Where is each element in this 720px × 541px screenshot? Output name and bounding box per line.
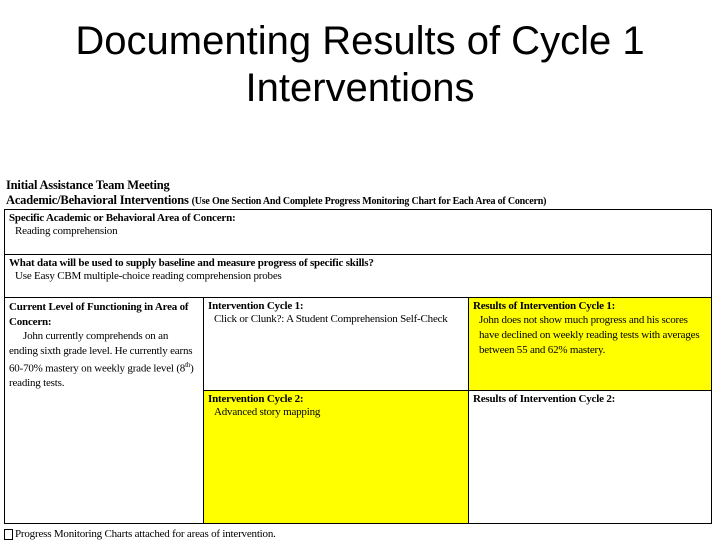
- current-level-label: Current Level of Functioning in Area of Concern:: [9, 301, 189, 328]
- results1-label: Results of Intervention Cycle 1:: [473, 300, 616, 312]
- slide-title-line2: Interventions: [245, 66, 475, 110]
- interventions-note: (Use One Section And Complete Progress Monitoring Chart for Each Area of Concern): [191, 196, 547, 207]
- data-source-row: [5, 255, 711, 298]
- current-level-value: [9, 329, 199, 391]
- cycles-column: [204, 298, 711, 523]
- interventions-heading: [4, 193, 712, 209]
- current-level-text-end: ) reading tests.: [9, 362, 194, 390]
- checkbox-icon[interactable]: [4, 529, 13, 540]
- results2-cell: [469, 391, 711, 523]
- cycle2-label: Intervention Cycle 2:: [208, 393, 304, 405]
- meeting-title: Initial Assistance Team Meeting: [6, 178, 170, 192]
- interventions-grid: [5, 298, 711, 523]
- form-table: [4, 209, 712, 524]
- cycle2-row: [204, 391, 711, 523]
- data-source-value: Use Easy CBM multiple-choice reading comprehension probes: [15, 270, 282, 282]
- current-level-cell: [5, 298, 204, 523]
- results1-cell: [469, 298, 711, 390]
- results1-value: John does not show much progress and his scores have declined on weekly reading tests with averages between 55 and 62% mastery.: [479, 314, 700, 356]
- current-level-text: John currently comprehends on an ending sixth grade level. He currently earns 60-70% mastery on weekly grade level (8: [9, 330, 193, 375]
- cycle1-label: Intervention Cycle 1:: [208, 300, 304, 312]
- progress-monitoring-note: [4, 528, 712, 541]
- current-level-sup: th: [185, 361, 191, 369]
- cycle1-row: [204, 298, 711, 391]
- assistance-form: [4, 178, 712, 541]
- progress-monitoring-text: Progress Monitoring Charts attached for areas of intervention.: [15, 528, 276, 540]
- area-of-concern-row: [5, 210, 711, 255]
- slide-title: [0, 18, 720, 112]
- cycle2-value: Advanced story mapping: [214, 406, 321, 418]
- interventions-heading-text: Academic/Behavioral Interventions: [6, 193, 189, 207]
- cycle2-cell: [204, 391, 469, 523]
- results2-label: Results of Intervention Cycle 2:: [473, 393, 616, 405]
- cycle1-cell: [204, 298, 469, 390]
- area-of-concern-label: Specific Academic or Behavioral Area of Concern:: [9, 212, 236, 224]
- slide-title-line1: Documenting Results of Cycle 1: [75, 19, 645, 63]
- cycle1-value: Click or Clunk?: A Student Comprehension Self-Check: [214, 313, 448, 325]
- area-of-concern-value: Reading comprehension: [15, 225, 118, 237]
- data-source-label: What data will be used to supply baseline and measure progress of specific skills?: [9, 257, 374, 269]
